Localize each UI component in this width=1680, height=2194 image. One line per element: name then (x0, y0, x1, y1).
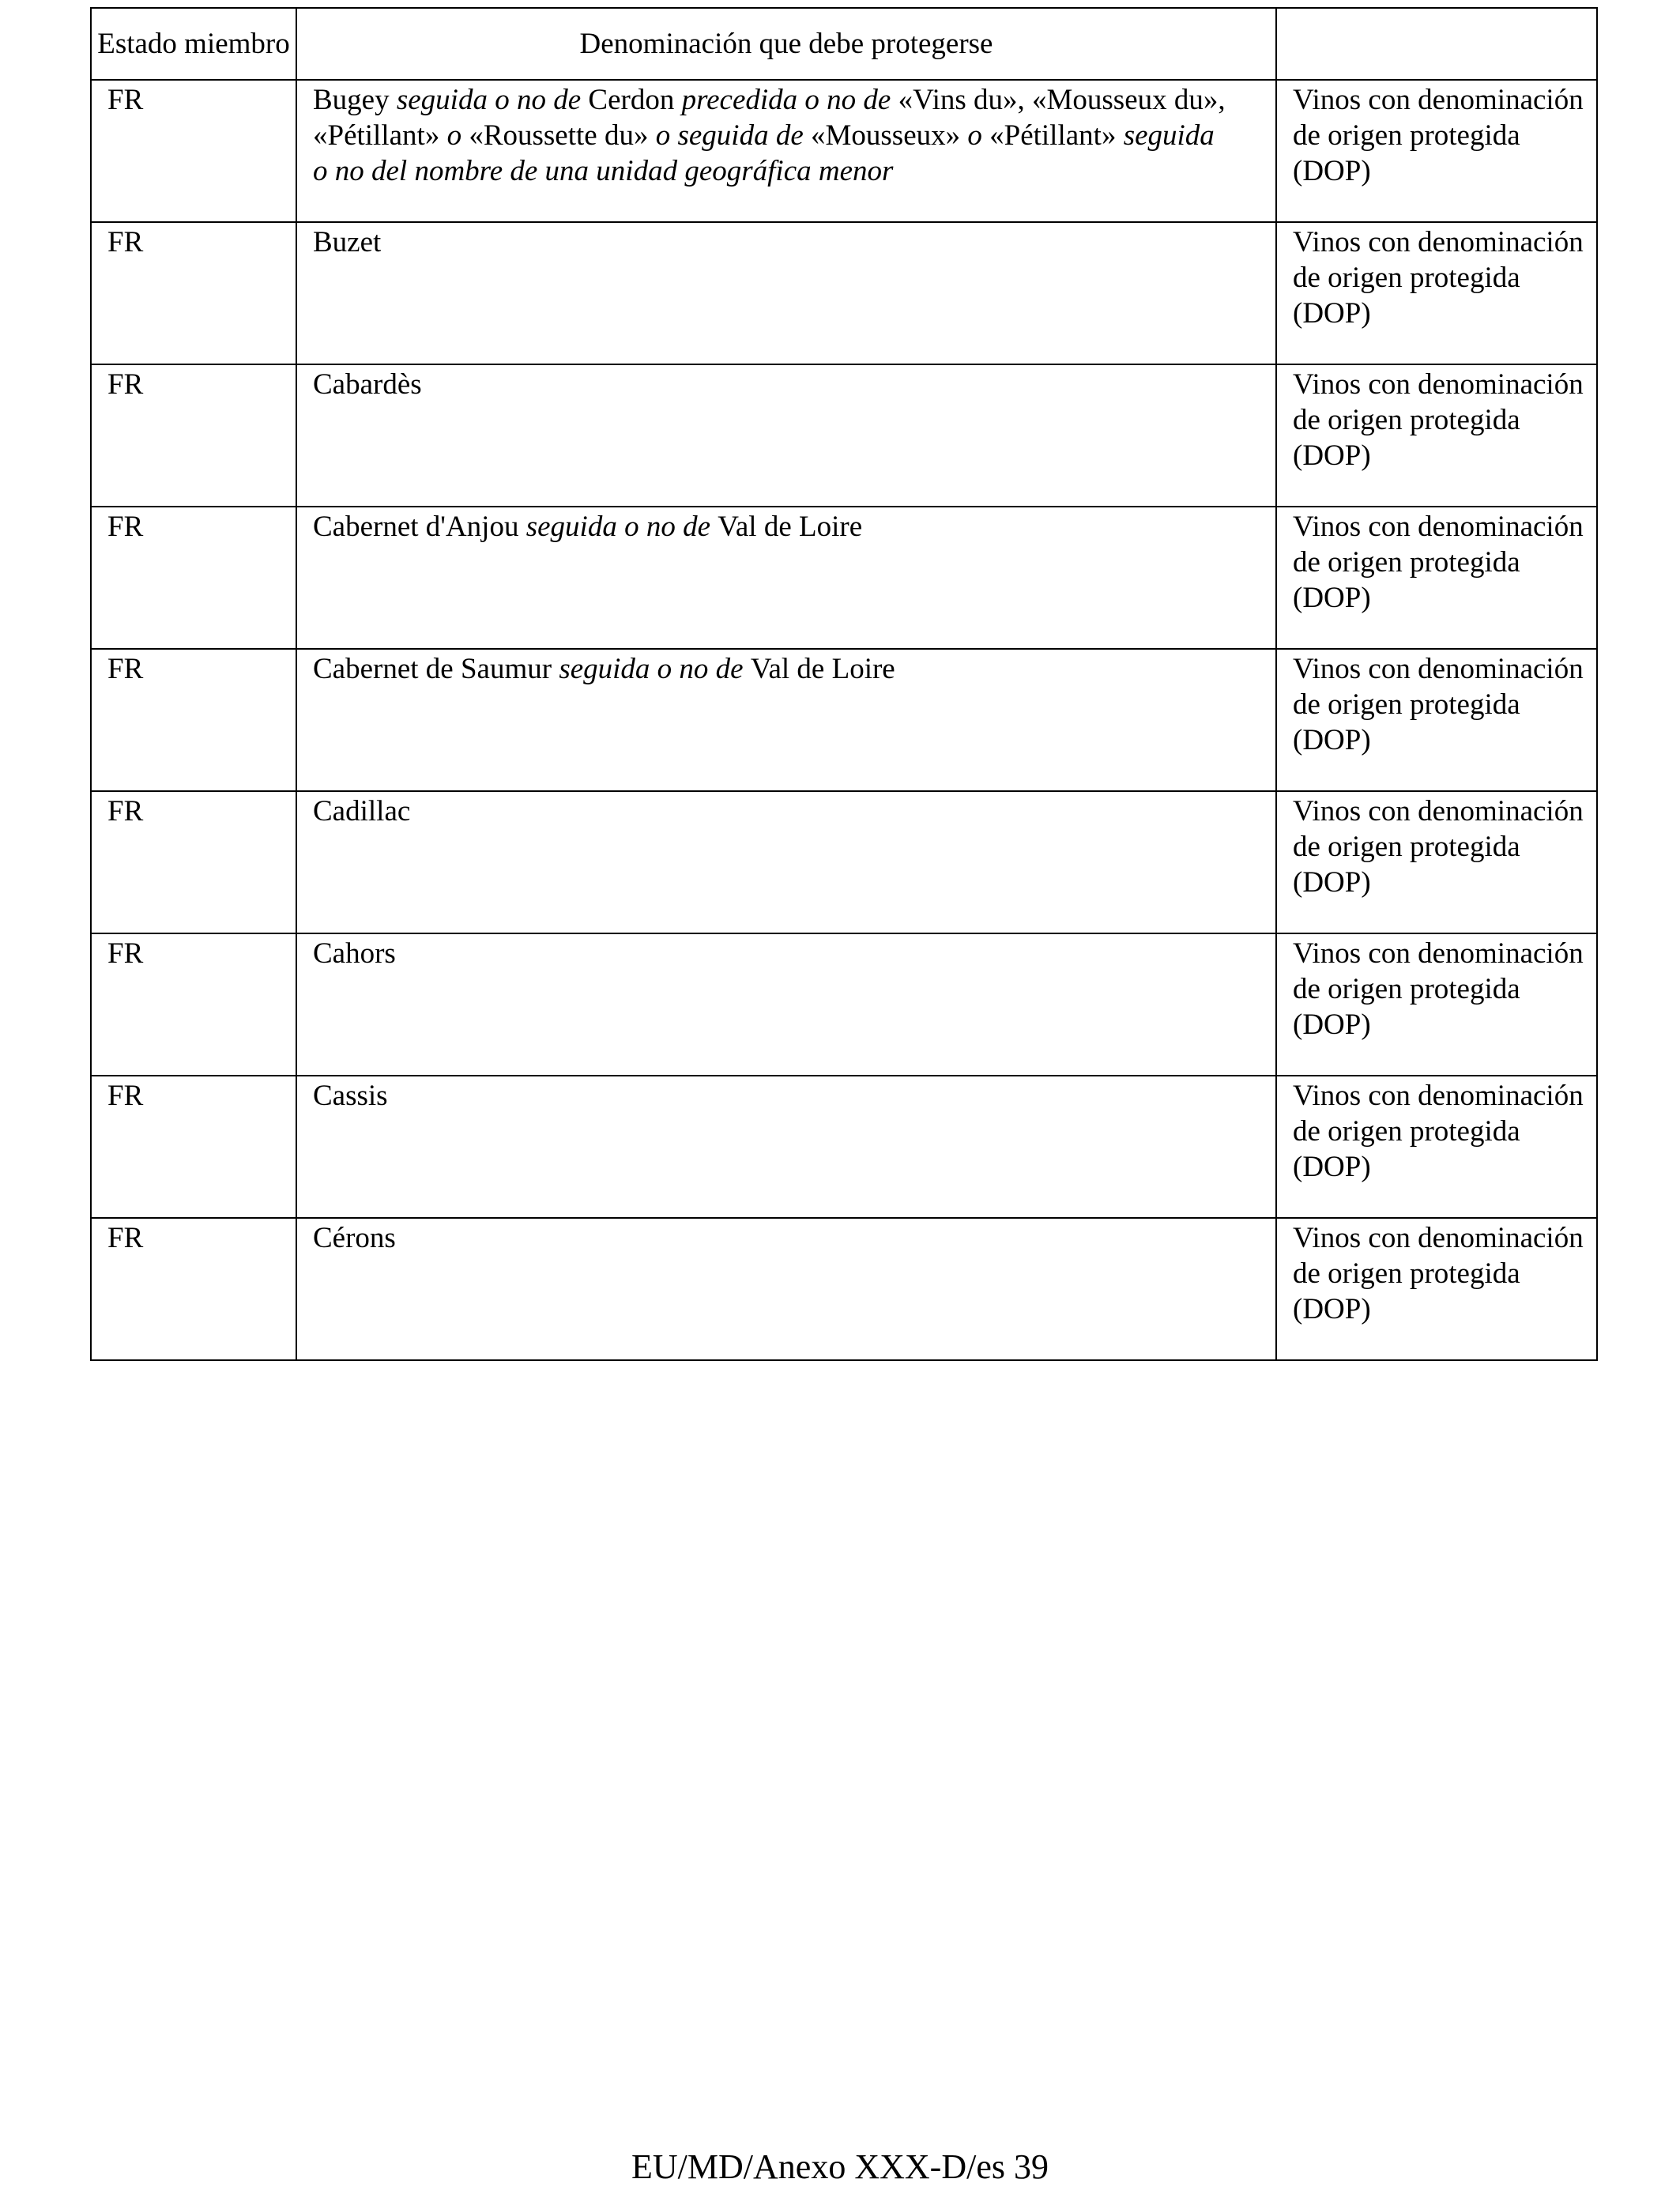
category-cell: Vinos con denominación de origen protegida (DOP) (1276, 649, 1597, 791)
header-protected-name: Denominación que debe protegerse (296, 8, 1276, 80)
name-text: «Roussette du» (469, 119, 656, 152)
member-state-cell: FR (91, 507, 296, 649)
name-qualifier-text: precedida o no de (681, 84, 898, 116)
category-cell: Vinos con denominación de origen protegida (DOP) (1276, 933, 1597, 1076)
table-header-row (91, 8, 1597, 80)
protected-name-cell (296, 1218, 1276, 1360)
protected-name-cell (296, 80, 1276, 222)
table-row (91, 364, 1597, 507)
name-text: Cassis (313, 1080, 388, 1112)
table-row (91, 1076, 1597, 1218)
name-qualifier-text: o (446, 119, 469, 152)
protected-name-cell (296, 507, 1276, 649)
name-qualifier-text: seguida o no del nombre de una unidad geográfica menor (313, 119, 1215, 187)
category-cell: Vinos con denominación de origen protegida (DOP) (1276, 222, 1597, 364)
category-cell: Vinos con denominación de origen protegida (DOP) (1276, 1218, 1597, 1360)
table-row (91, 222, 1597, 364)
name-text: Cahors (313, 937, 396, 970)
category-cell: Vinos con denominación de origen protegida (DOP) (1276, 1076, 1597, 1218)
name-qualifier-text: seguida o no de (525, 511, 718, 543)
name-text: Cerdon (588, 84, 682, 116)
member-state-cell: FR (91, 791, 296, 933)
table-row (91, 1218, 1597, 1360)
protected-name-cell (296, 791, 1276, 933)
name-text: Cadillac (313, 795, 411, 827)
name-qualifier-text: o seguida de (655, 119, 811, 152)
member-state-cell: FR (91, 1076, 296, 1218)
name-text: Bugey (313, 84, 397, 116)
header-member-state: Estado miembro (91, 8, 296, 80)
protected-name-cell (296, 649, 1276, 791)
table-row (91, 80, 1597, 222)
protected-name-cell (296, 1076, 1276, 1218)
name-text: Cabernet d'Anjou (313, 511, 526, 543)
protected-name-cell (296, 933, 1276, 1076)
protected-name-cell (296, 364, 1276, 507)
table-row (91, 933, 1597, 1076)
name-qualifier-text: o (967, 119, 990, 152)
name-text: Cabardès (313, 368, 422, 401)
category-cell: Vinos con denominación de origen protegida (DOP) (1276, 364, 1597, 507)
name-text: Cérons (313, 1222, 396, 1254)
category-cell: Vinos con denominación de origen protegida (DOP) (1276, 507, 1597, 649)
name-text: «Pétillant» (989, 119, 1124, 152)
member-state-cell: FR (91, 222, 296, 364)
category-cell: Vinos con denominación de origen protegida (DOP) (1276, 791, 1597, 933)
member-state-cell: FR (91, 1218, 296, 1360)
table-row (91, 791, 1597, 933)
name-text: Val de Loire (750, 653, 895, 685)
name-qualifier-text: seguida o no de (396, 84, 589, 116)
name-text: Buzet (313, 226, 382, 258)
member-state-cell: FR (91, 649, 296, 791)
name-text: «Vins du», «Mousseux du», «Pétillant» (313, 84, 1226, 152)
member-state-cell: FR (91, 933, 296, 1076)
table-row (91, 649, 1597, 791)
table-body (91, 8, 1597, 1360)
member-state-cell: FR (91, 80, 296, 222)
header-category (1276, 8, 1597, 80)
member-state-cell: FR (91, 364, 296, 507)
protected-names-table (90, 7, 1598, 1361)
name-text: Val de Loire (718, 511, 863, 543)
name-qualifier-text: seguida o no de (559, 653, 751, 685)
name-text: Cabernet de Saumur (313, 653, 559, 685)
name-text: «Mousseux» (811, 119, 968, 152)
category-cell: Vinos con denominación de origen protegida (DOP) (1276, 80, 1597, 222)
protected-name-cell (296, 222, 1276, 364)
table-row (91, 507, 1597, 649)
page-footer-reference: EU/MD/Anexo XXX-D/es 39 (631, 2147, 1049, 2186)
